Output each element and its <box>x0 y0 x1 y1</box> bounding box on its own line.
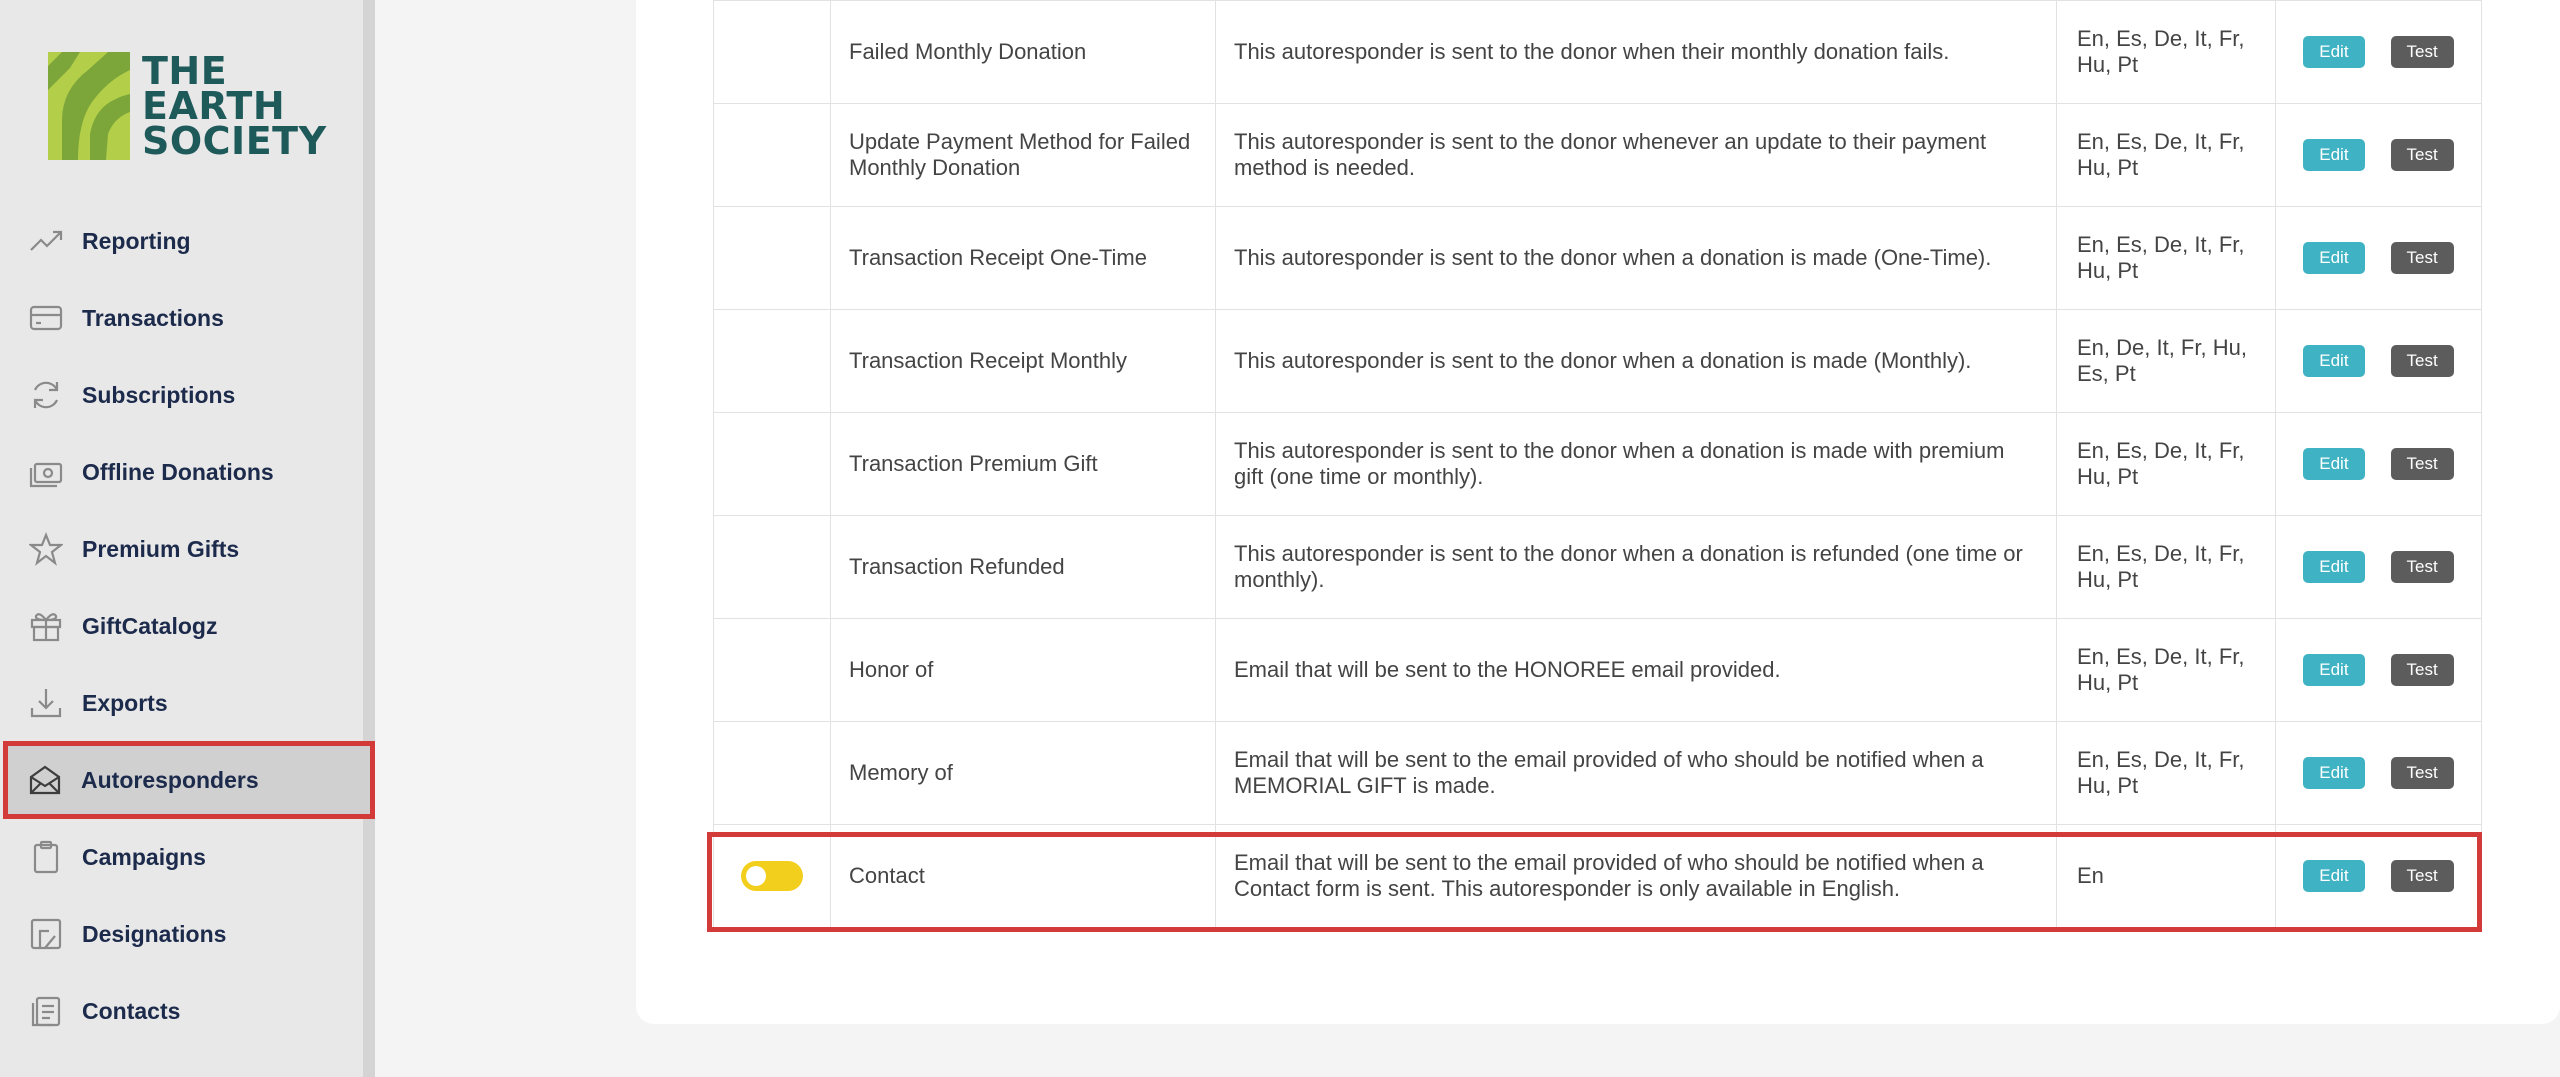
actions-cell <box>2276 310 2482 413</box>
test-button[interactable]: Test <box>2391 654 2454 686</box>
brand-line: SOCIETY <box>142 118 327 163</box>
autoresponder-description: Email that will be sent to the email provided of who should be notified when a MEMORIAL GIFT is made. <box>1216 722 2057 825</box>
envelope-open-icon <box>27 762 63 798</box>
autoresponder-languages: En, Es, De, It, Fr, Hu, Pt <box>2057 104 2276 207</box>
autoresponder-description: This autoresponder is sent to the donor when a donation is made (Monthly). <box>1216 310 2057 413</box>
test-button[interactable]: Test <box>2391 242 2454 274</box>
actions-cell <box>2276 619 2482 722</box>
autoresponder-description: This autoresponder is sent to the donor when a donation is made with premium gift (one time or monthly). <box>1216 413 2057 516</box>
autoresponder-languages: En <box>2057 825 2276 928</box>
star-icon <box>28 531 64 567</box>
sidebar-item-label: GiftCatalogz <box>82 612 218 639</box>
sidebar-item-reporting[interactable] <box>4 202 374 280</box>
leaf-logo-icon <box>48 50 130 162</box>
autoresponder-name: Honor of <box>831 619 1216 722</box>
autoresponder-name: Failed Monthly Donation <box>831 1 1216 104</box>
toggle-cell <box>714 516 831 619</box>
clipboard-icon <box>28 839 64 875</box>
toggle-cell <box>714 310 831 413</box>
edit-button[interactable]: Edit <box>2303 551 2364 583</box>
toggle-cell <box>714 825 831 928</box>
autoresponder-name: Transaction Receipt Monthly <box>831 310 1216 413</box>
designation-icon <box>28 916 64 952</box>
actions-cell <box>2276 104 2482 207</box>
autoresponder-languages: En, Es, De, It, Fr, Hu, Pt <box>2057 1 2276 104</box>
autoresponder-description: This autoresponder is sent to the donor when a donation is made (One-Time). <box>1216 207 2057 310</box>
credit-card-icon <box>28 300 64 336</box>
edit-button[interactable]: Edit <box>2303 654 2364 686</box>
autoresponder-name: Contact <box>831 825 1216 928</box>
actions-cell <box>2276 722 2482 825</box>
autoresponder-name: Transaction Refunded <box>831 516 1216 619</box>
toggle-cell <box>714 207 831 310</box>
sidebar-item-label: Exports <box>82 689 168 716</box>
sidebar-item-offline-donations[interactable] <box>4 433 374 511</box>
actions-cell <box>2276 207 2482 310</box>
actions-cell <box>2276 516 2482 619</box>
sidebar-item-contacts[interactable] <box>4 972 374 1050</box>
autoresponder-languages: En, Es, De, It, Fr, Hu, Pt <box>2057 207 2276 310</box>
test-button[interactable]: Test <box>2391 345 2454 377</box>
sidebar-item-label: Autoresponders <box>81 766 259 793</box>
sidebar-item-label: Premium Gifts <box>82 535 240 562</box>
table-row <box>714 1 2482 104</box>
autoresponder-name: Transaction Premium Gift <box>831 413 1216 516</box>
actions-cell <box>2276 1 2482 104</box>
edit-button[interactable]: Edit <box>2303 860 2364 892</box>
sidebar-item-premium-gifts[interactable] <box>4 510 374 588</box>
edit-button[interactable]: Edit <box>2303 345 2364 377</box>
test-button[interactable]: Test <box>2391 551 2454 583</box>
autoresponder-description: This autoresponder is sent to the donor when their monthly donation fails. <box>1216 1 2057 104</box>
sidebar-item-campaigns[interactable] <box>4 818 374 896</box>
table-row <box>714 310 2482 413</box>
autoresponder-description: Email that will be sent to the email provided of who should be notified when a Contact form is sent. This autoresponder is only available in English. <box>1216 825 2057 928</box>
autoresponders-table <box>713 0 2482 928</box>
sidebar-item-designations[interactable] <box>4 895 374 973</box>
sidebar-item-label: Transactions <box>82 304 224 331</box>
toggle-cell <box>714 722 831 825</box>
edit-button[interactable]: Edit <box>2303 242 2364 274</box>
brand-line: THE <box>142 48 228 93</box>
toggle-cell <box>714 619 831 722</box>
cash-icon <box>28 454 64 490</box>
toggle-cell <box>714 413 831 516</box>
sidebar-item-label: Offline Donations <box>82 458 274 485</box>
toggle-cell <box>714 1 831 104</box>
brand-line: EARTH <box>142 83 286 128</box>
autoresponder-name: Memory of <box>831 722 1216 825</box>
brand-name <box>142 48 327 163</box>
sidebar-item-label: Campaigns <box>82 843 206 870</box>
edit-button[interactable]: Edit <box>2303 757 2364 789</box>
brand-logo[interactable] <box>48 48 328 164</box>
table-row <box>714 413 2482 516</box>
autoresponder-languages: En, De, It, Fr, Hu, Es, Pt <box>2057 310 2276 413</box>
test-button[interactable]: Test <box>2391 139 2454 171</box>
sidebar-item-giftcatalogz[interactable] <box>4 587 374 665</box>
table-row <box>714 207 2482 310</box>
autoresponder-description: This autoresponder is sent to the donor whenever an update to their payment method is needed. <box>1216 104 2057 207</box>
sidebar-item-label: Contacts <box>82 997 181 1024</box>
refresh-icon <box>28 377 64 413</box>
autoresponder-languages: En, Es, De, It, Fr, Hu, Pt <box>2057 516 2276 619</box>
test-button[interactable]: Test <box>2391 36 2454 68</box>
edit-button[interactable]: Edit <box>2303 139 2364 171</box>
sidebar-item-exports[interactable] <box>4 664 374 742</box>
sidebar-item-transactions[interactable] <box>4 279 374 357</box>
autoresponder-languages: En, Es, De, It, Fr, Hu, Pt <box>2057 722 2276 825</box>
sidebar <box>0 0 375 1077</box>
autoresponder-languages: En, Es, De, It, Fr, Hu, Pt <box>2057 413 2276 516</box>
gift-icon <box>28 608 64 644</box>
test-button[interactable]: Test <box>2391 860 2454 892</box>
autoresponder-languages: En, Es, De, It, Fr, Hu, Pt <box>2057 619 2276 722</box>
sidebar-item-label: Reporting <box>82 227 191 254</box>
sidebar-item-autoresponders[interactable] <box>3 741 375 819</box>
autoresponder-description: This autoresponder is sent to the donor when a donation is refunded (one time or monthly). <box>1216 516 2057 619</box>
sidebar-item-subscriptions[interactable] <box>4 356 374 434</box>
toggle-cell <box>714 104 831 207</box>
table-row <box>714 825 2482 928</box>
autoresponder-name: Update Payment Method for Failed Monthly Donation <box>831 104 1216 207</box>
table-row <box>714 516 2482 619</box>
actions-cell <box>2276 413 2482 516</box>
autoresponder-name: Transaction Receipt One-Time <box>831 207 1216 310</box>
trend-up-icon <box>28 223 64 259</box>
sidebar-item-label: Subscriptions <box>82 381 236 408</box>
edit-button[interactable]: Edit <box>2303 448 2364 480</box>
table-row <box>714 619 2482 722</box>
contact-autoresponder-toggle[interactable] <box>741 861 803 891</box>
edit-button[interactable]: Edit <box>2303 36 2364 68</box>
sidebar-item-label: Designations <box>82 920 227 947</box>
test-button[interactable]: Test <box>2391 757 2454 789</box>
download-icon <box>28 685 64 721</box>
contacts-icon <box>28 993 64 1029</box>
autoresponder-description: Email that will be sent to the HONOREE email provided. <box>1216 619 2057 722</box>
table-row <box>714 104 2482 207</box>
actions-cell <box>2276 825 2482 928</box>
table-row <box>714 722 2482 825</box>
test-button[interactable]: Test <box>2391 448 2454 480</box>
